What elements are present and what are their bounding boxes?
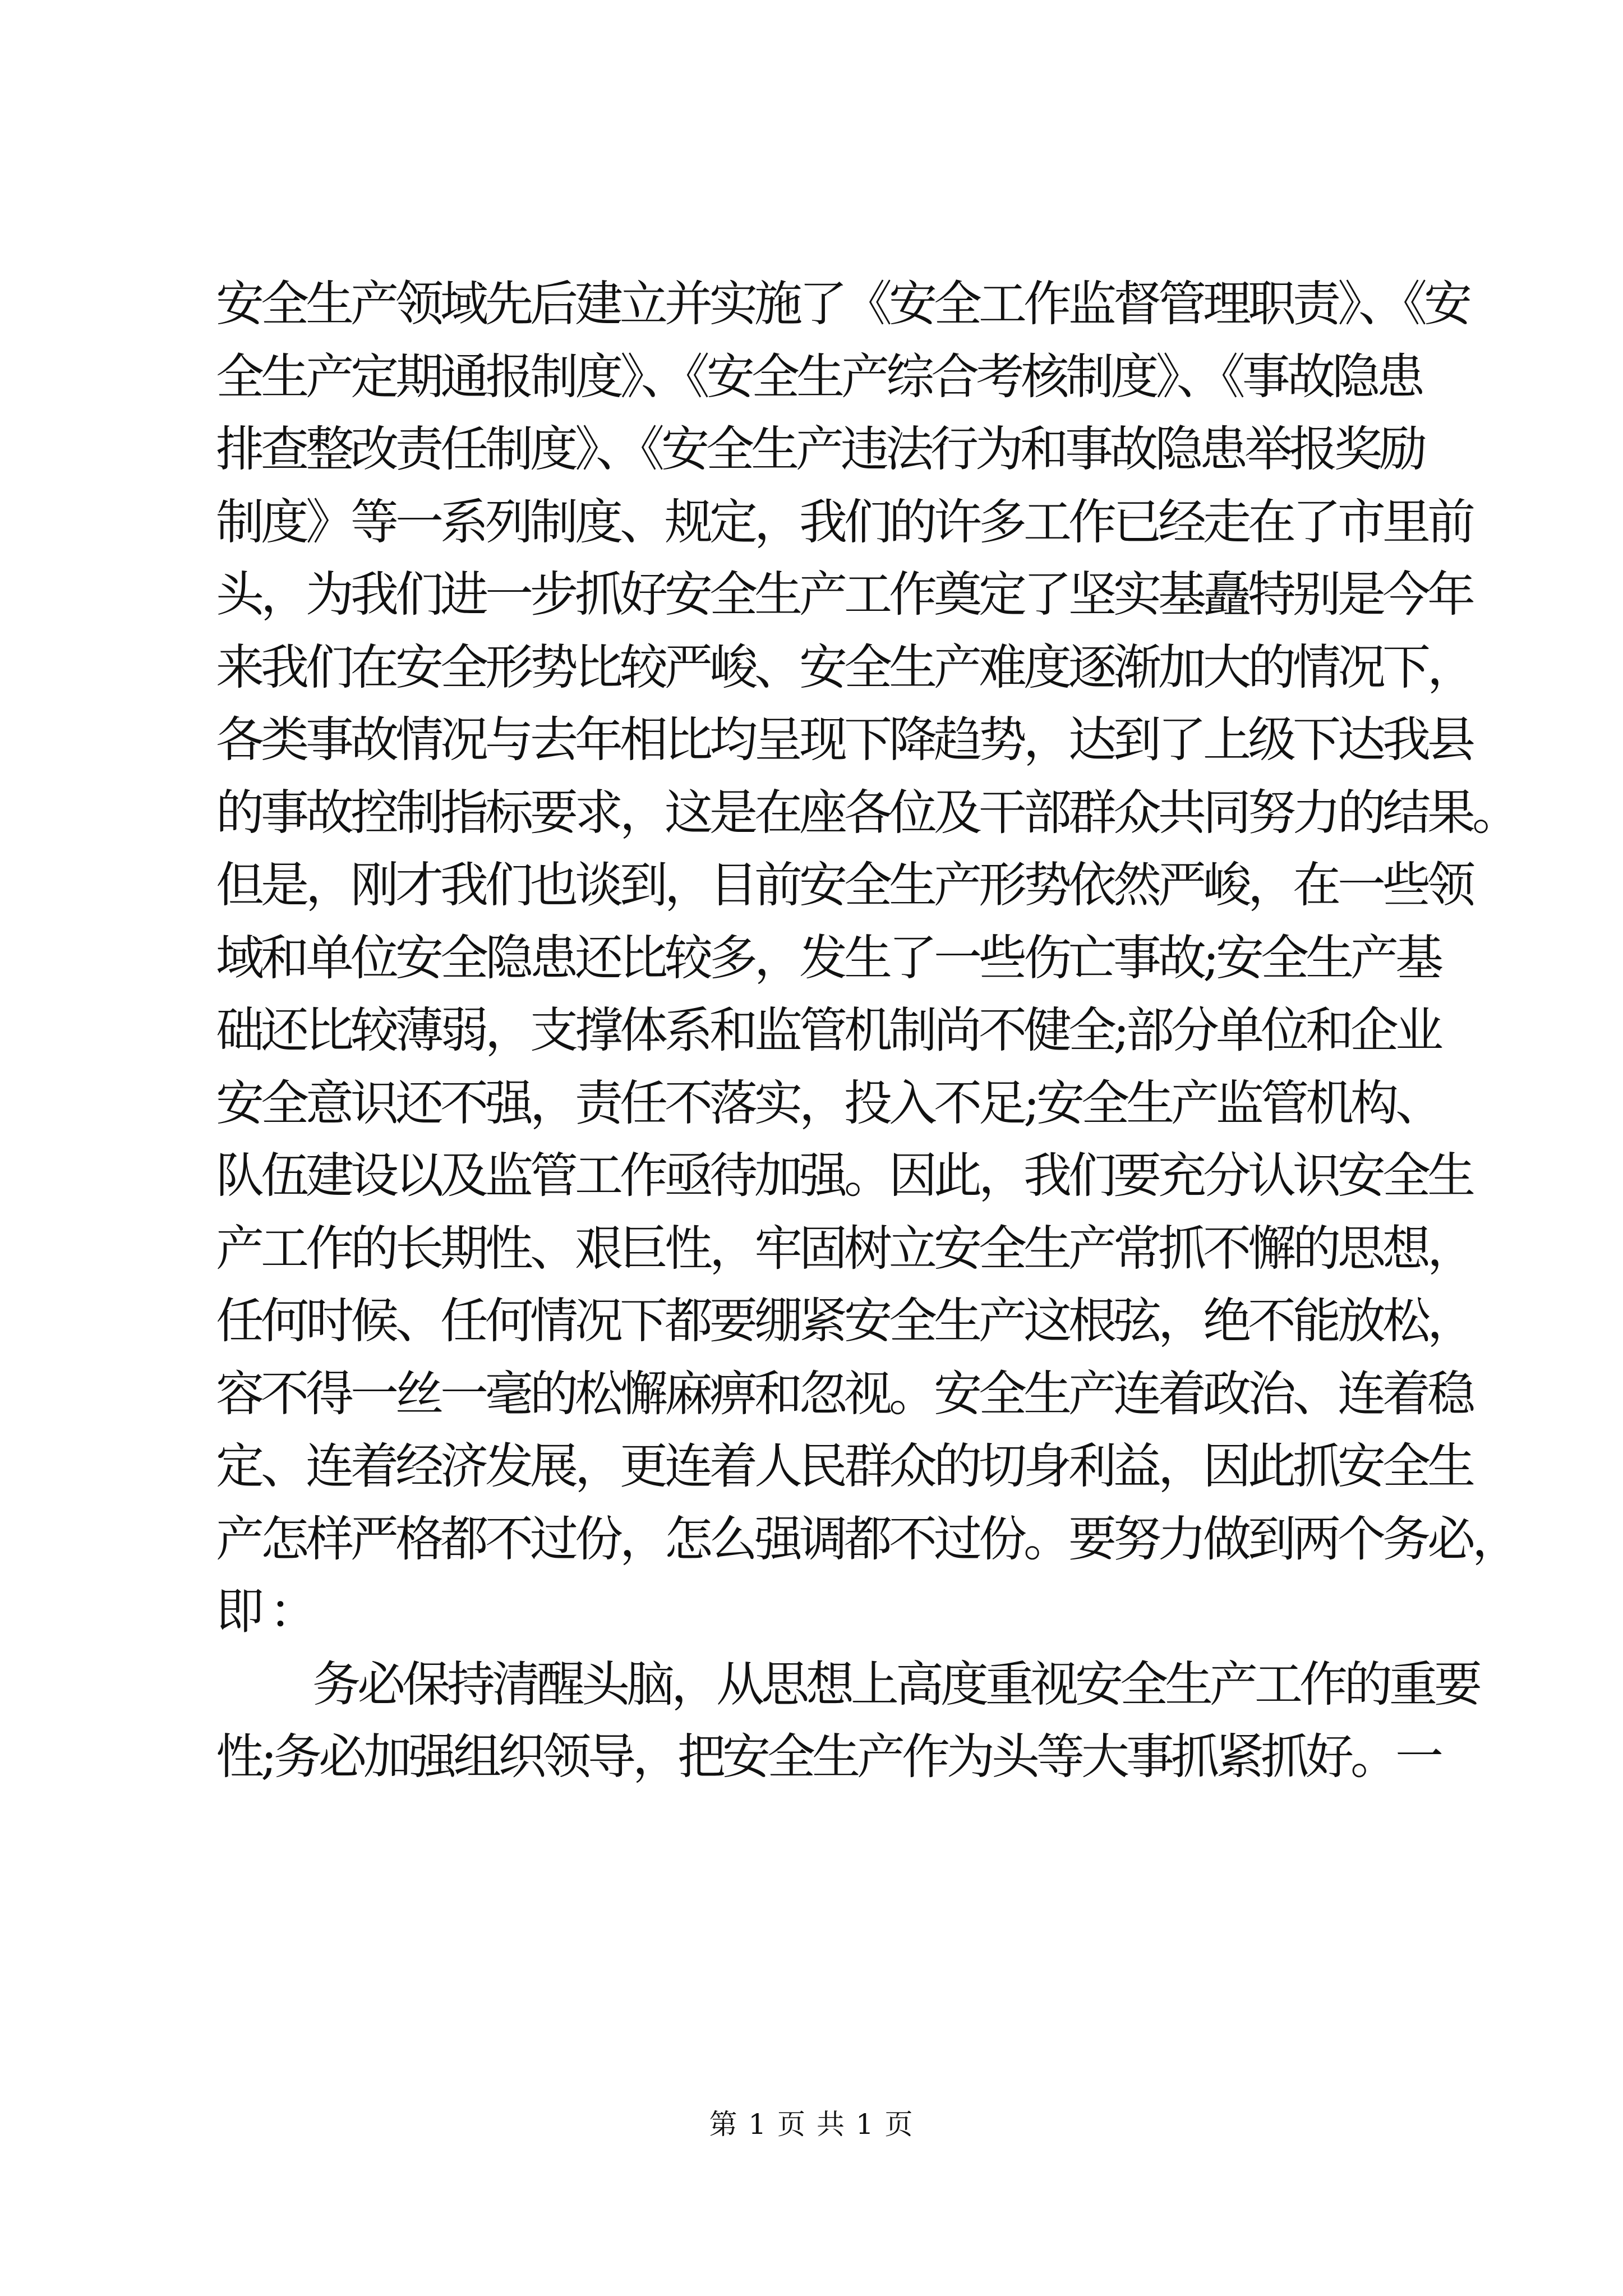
document-body bbox=[216, 268, 1517, 1794]
text-line: 安全意识还不强，责任不落实，投入不足;安全生产监管机构、 bbox=[216, 1075, 1440, 1131]
text-line: 定、连着经济发展，更连着人民群众的切身利益，因此抓安全生 bbox=[216, 1438, 1472, 1494]
text-line: 全生产定期通报制度》、《安全生产综合考核制度》、《事故隐患 bbox=[216, 348, 1422, 405]
text-line: 产怎样严格都不过份，怎么强调都不过份。要努力做到两个务必， bbox=[216, 1511, 1517, 1567]
text-line: 性;务必加强组织领导，把安全生产作为头等大事抓紧抓好。一 bbox=[216, 1729, 1440, 1785]
text-line: 排查整改责任制度》、《安全生产违法行为和事故隐患举报奖励 bbox=[216, 421, 1424, 477]
paragraph-first-line: 务必保持清醒头脑，从思想上高度重视安全生产工作的重要 bbox=[312, 1656, 1479, 1713]
text-line: 安全生产领域先后建立并实施了《安全工作监督管理职责》、《安 bbox=[216, 276, 1469, 332]
text-line: 来我们在安全形势比较严峻、安全生产难度逐渐加大的情况下， bbox=[216, 639, 1472, 696]
page-footer bbox=[0, 2105, 1623, 2144]
text-line: 但是，刚才我们也谈到，目前安全生产形势依然严峻，在一些领 bbox=[216, 857, 1472, 913]
text-line: 即： bbox=[216, 1584, 322, 1640]
text-line: 头，为我们进一步抓好安全生产工作奠定了坚实基矗特别是今年 bbox=[216, 567, 1472, 623]
text-line: 队伍建设以及监管工作亟待加强。因此，我们要充分认识安全生 bbox=[216, 1148, 1472, 1204]
text-line: 础还比较薄弱，支撑体系和监管机制尚不健全;部分单位和企业 bbox=[216, 1002, 1440, 1059]
text-line: 容不得一丝一毫的松懈麻痹和忽视。安全生产连着政治、连着稳 bbox=[216, 1365, 1472, 1422]
text-line: 任何时候、任何情况下都要绷紧安全生产这根弦，绝不能放松， bbox=[216, 1293, 1472, 1349]
text-line: 制度》等一系列制度、规定，我们的许多工作已经走在了市里前 bbox=[216, 494, 1472, 550]
text-line: 产工作的长期性、艰巨性，牢固树立安全生产常抓不懈的思想， bbox=[216, 1220, 1472, 1277]
text-line: 各类事故情况与去年相比均呈现下降趋势，达到了上级下达我县 bbox=[216, 712, 1472, 768]
page-number: 第 1 页 共 1 页 bbox=[709, 2108, 914, 2141]
text-line: 域和单位安全隐患还比较多，发生了一些伤亡事故;安全生产基 bbox=[216, 930, 1440, 986]
text-line: 的事故控制指标要求，这是在座各位及干部群众共同努力的结果。 bbox=[216, 784, 1517, 841]
